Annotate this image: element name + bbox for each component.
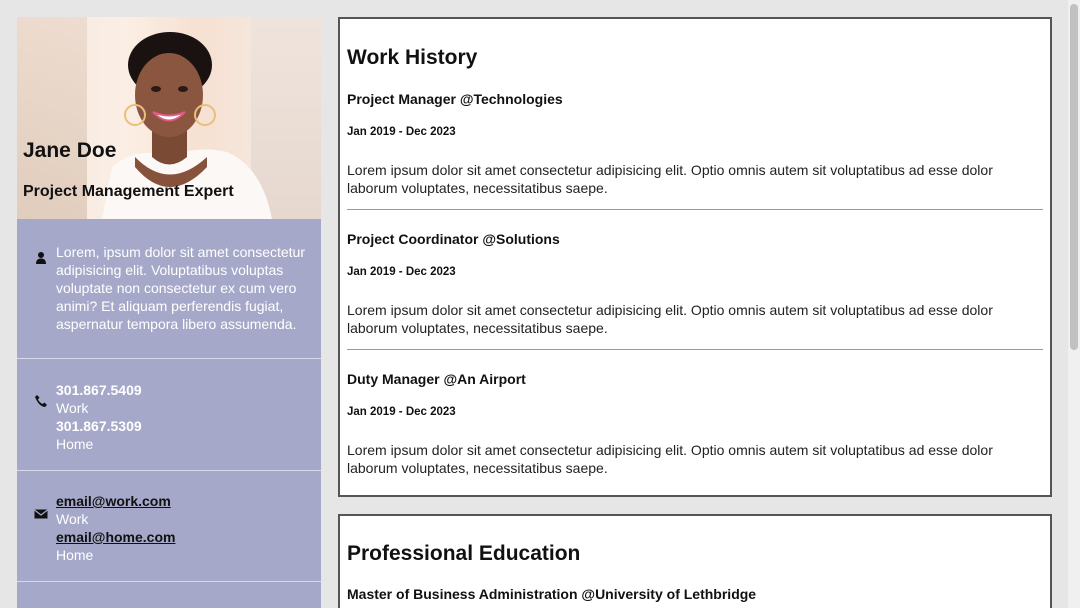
phone-list xyxy=(56,381,306,453)
profile-sidebar xyxy=(17,17,321,608)
education-item-title: Master of Business Administration @University of Lethbridge xyxy=(347,586,757,602)
job-divider xyxy=(347,209,1043,210)
user-icon xyxy=(34,251,48,265)
phone-label-work: Work xyxy=(56,400,89,416)
email-label-work: Work xyxy=(56,511,89,527)
job-title: Duty Manager @An Airport xyxy=(347,371,526,387)
job-divider xyxy=(347,349,1043,350)
email-label-home: Home xyxy=(56,547,94,563)
about-text: Lorem, ipsum dolor sit amet consectetur adipisicing elit. Voluptatibus voluptas voluptate non consectetur ex cum vero animi? Et aliquam perferendis fugiat, aspernatur tempora libero assumenda. xyxy=(56,244,305,332)
phone-icon xyxy=(34,394,48,408)
job-dates: Jan 2019 - Dec 2023 xyxy=(347,406,456,418)
scrollbar-thumb[interactable] xyxy=(1070,4,1078,350)
job-description: Lorem ipsum dolor sit amet consectetur adipisicing elit. Optio omnis autem sit voluptatibus ad esse dolor laborum voluptates, necessitatibus saepe. xyxy=(347,442,993,476)
phone-section xyxy=(17,359,321,471)
job-description: Lorem ipsum dolor sit amet consectetur adipisicing elit. Optio omnis autem sit voluptatibus ad esse dolor laborum voluptates, necessitatibus saepe. xyxy=(347,162,993,196)
job-dates: Jan 2019 - Dec 2023 xyxy=(347,126,456,138)
envelope-icon xyxy=(34,507,48,521)
phone-number-work[interactable]: 301.867.5409 xyxy=(56,382,142,398)
job-title: Project Coordinator @Solutions xyxy=(347,231,560,247)
job-description: Lorem ipsum dolor sit amet consectetur adipisicing elit. Optio omnis autem sit voluptatibus ad esse dolor laborum voluptates, necessitatibus saepe. xyxy=(347,302,993,336)
profile-hero xyxy=(17,17,321,219)
page-scrollbar[interactable] xyxy=(1068,0,1080,608)
job-title: Project Manager @Technologies xyxy=(347,91,563,107)
profile-name: Jane Doe xyxy=(23,139,117,162)
education-card xyxy=(338,514,1052,608)
phone-number-home[interactable]: 301.867.5309 xyxy=(56,418,142,434)
education-heading: Professional Education xyxy=(347,542,581,565)
job-dates: Jan 2019 - Dec 2023 xyxy=(347,266,456,278)
email-section xyxy=(17,471,321,582)
email-link-home[interactable]: email@home.com xyxy=(56,529,176,545)
profile-title: Project Management Expert xyxy=(23,183,234,200)
phone-label-home: Home xyxy=(56,436,94,452)
email-list xyxy=(56,492,306,564)
about-section xyxy=(17,219,321,359)
email-link-work[interactable]: email@work.com xyxy=(56,493,171,509)
work-history-heading: Work History xyxy=(347,46,478,69)
work-history-card xyxy=(338,17,1052,497)
